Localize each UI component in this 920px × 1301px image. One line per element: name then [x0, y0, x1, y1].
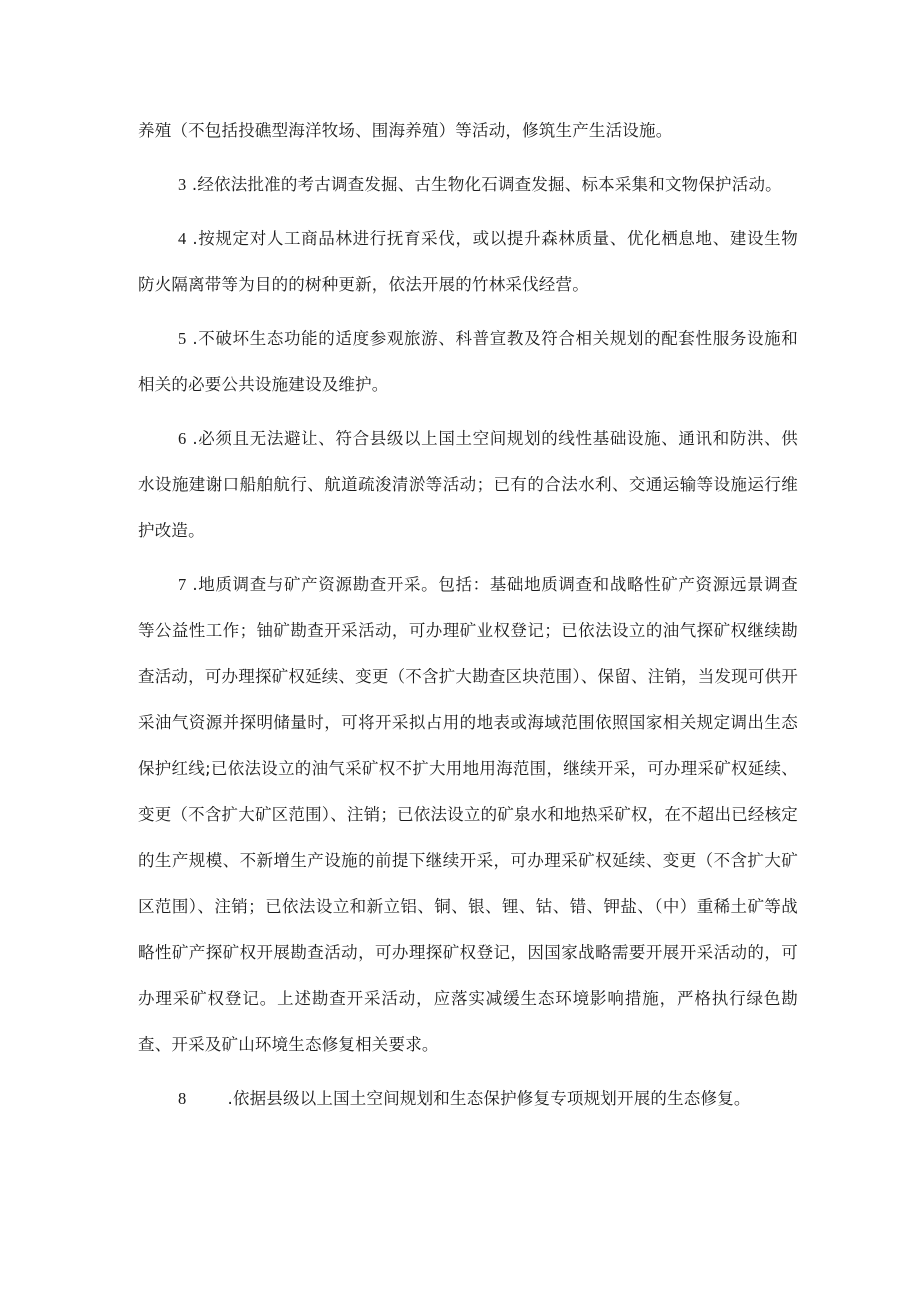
item-text: .地质调查与矿产资源勘查开采。包括：基础地质调查和战略性矿产资源远景调查等公益性工作；铀矿勘查开采活动，可办理矿业权登记；已依法设立的油气探矿权继续勘查活动，可办理探矿权延续、变更（不含扩大勘查区块范围）、保留、注销，当发现可供开采油气资源并探明储量时，可将开采拟占用的地表或海域范围依照国家相关规定调出生态保护红线;已依法设立的油气采矿权不扩大用地用海范围，继续开采，可办理采矿权延续、变更（不含扩大矿区范围）、注销；已依法设立的矿泉水和地热采矿权，在不超出已经核定的生产规模、不新增生产设施的前提下继续开采，可办理采矿权延续、变更（不含扩大矿区范围）、注销；已依法设立和新立铝、铜、银、锂、钴、错、钾盐、（中）重稀土矿等战略性矿产探矿权开展勘查活动，可办理探矿权登记，因国家战略需要开展开采活动的，可办理采矿权登记。上述勘查开采活动，应落实减缓生态环境影响措施，严格执行绿色勘查、开采及矿山环境生态修复相关要求。 [138, 575, 798, 1054]
list-item-8 [138, 1076, 798, 1122]
list-item-5 [138, 316, 798, 408]
item-text: .按规定对人工商品林进行抚育采伐，或以提升森林质量、优化栖息地、建设生物防火隔离带等为目的的树种更新，依法开展的竹林采伐经营。 [138, 229, 798, 294]
paragraph-text: 养殖（不包括投礁型海洋牧场、围海养殖）等活动，修筑生产生活设施。 [138, 121, 673, 140]
item-number: 4 [178, 229, 187, 248]
item-number: 3 [178, 175, 187, 194]
document-body [138, 108, 798, 1122]
item-number: 8 [178, 1089, 187, 1108]
item-text: .依据县级以上国土空间规划和生态保护修复专项规划开展的生态修复。 [227, 1089, 751, 1108]
list-item-7 [138, 562, 798, 1068]
item-number: 5 [178, 329, 187, 348]
item-text: .必须且无法避让、符合县级以上国土空间规划的线性基础设施、通讯和防洪、供水设施建谢口船舶航行、航道疏浚清淤等活动；已有的合法水利、交通运输等设施运行维护改造。 [138, 429, 798, 540]
list-item-6 [138, 416, 798, 554]
list-item-3 [138, 162, 798, 208]
item-text: .经依法批准的考古调查发掘、古生物化石调查发掘、标本采集和文物保护活动。 [191, 175, 782, 194]
paragraph-continuation [138, 108, 798, 154]
list-item-4 [138, 216, 798, 308]
item-number: 7 [178, 575, 187, 594]
item-text: .不破坏生态功能的适度参观旅游、科普宣教及符合相关规划的配套性服务设施和相关的必要公共设施建设及维护。 [138, 329, 798, 394]
item-number: 6 [178, 429, 187, 448]
